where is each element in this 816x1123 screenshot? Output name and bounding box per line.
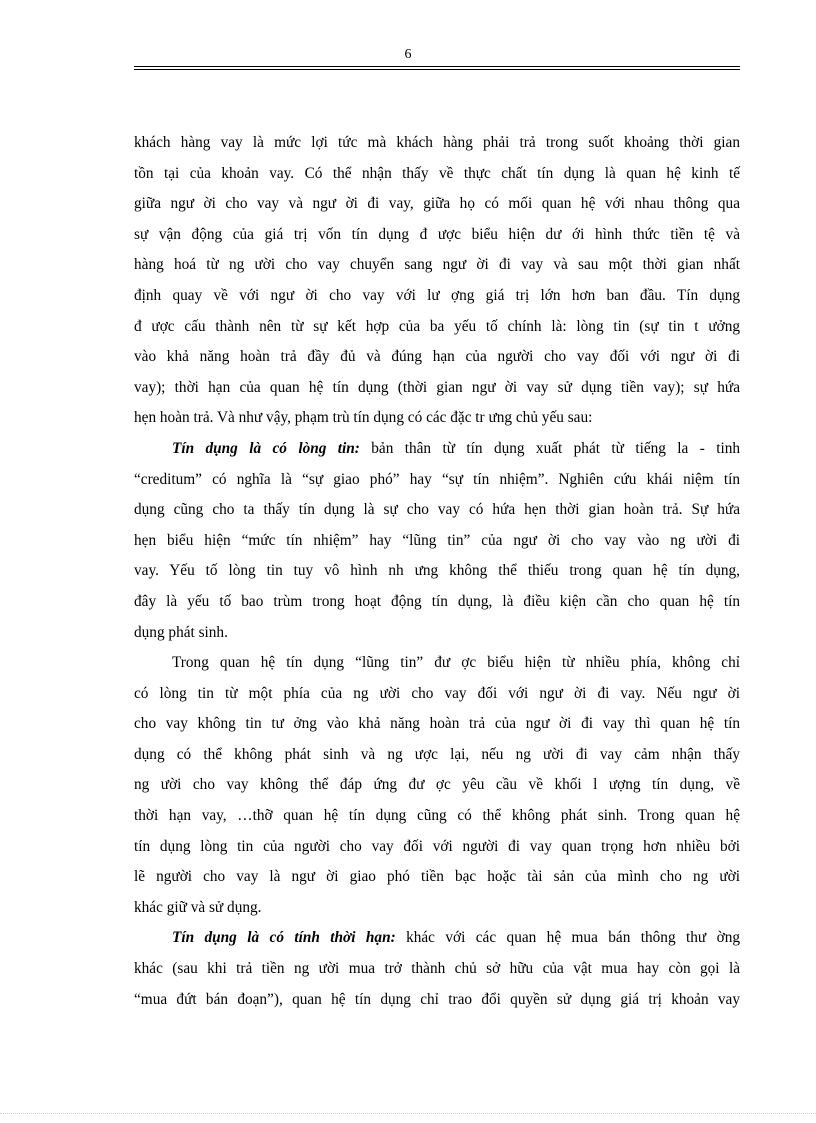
page-bottom-dotted-rule (0, 1113, 816, 1114)
paragraph-lead-text: bản thân từ tín dụng xuất phát từ tiếng la - tinh (359, 439, 741, 457)
text-line: định quay về với ngư ời cho vay với lư ợng giá trị lớn hơn ban đầu. Tín dụng (134, 286, 740, 304)
text-line: cho vay không tin tư ởng vào khả năng hoàn trả của ngư ời đi vay thì quan hệ tín (134, 715, 740, 733)
paragraph-lead-heading: Tín dụng là có lòng tin: (172, 439, 360, 457)
text-line: đây là yếu tố bao trùm trong hoạt động tín dụng, là điều kiện cần cho quan hệ tín (134, 592, 740, 610)
paragraph-lead-line (134, 928, 740, 959)
text-line: giữa ngư ời cho vay và ngư ời đi vay, giữa họ có mối quan hệ với nhau thông qua (134, 195, 740, 213)
text-line: “mua đứt bán đoạn”), quan hệ tín dụng chỉ trao đổi quyền sử dụng giá trị khoản vay (134, 990, 740, 1008)
paragraph-lead-line (134, 439, 740, 470)
text-line: khác giữ và sử dụng. (134, 898, 262, 916)
paragraph-lead-heading: Tín dụng là có tính thời hạn: (172, 929, 396, 947)
text-line: vay); thời hạn của quan hệ tín dụng (thời gian ngư ời vay sử dụng tiền vay); sự hứa (134, 378, 740, 396)
text-line: dụng cũng cho ta thấy tín dụng là sự cho vay có hứa hẹn thời gian hoàn trả. Sự hứa (134, 501, 740, 519)
text-line: vay. Yếu tố lòng tin tuy vô hình nh ưng không thể thiếu trong quan hệ tín dụng, (134, 562, 740, 580)
text-line: hẹn hoàn trả. Và như vậy, phạm trù tín dụng có các đặc tr ưng chủ yếu sau: (134, 409, 593, 427)
header-double-rule (134, 66, 740, 70)
text-line: “creditum” có nghĩa là “sự giao phó” hay “sự tín nhiệm”. Nghiên cứu khái niệm tín (134, 470, 740, 488)
text-line: hàng hoá từ ng ười cho vay chuyển sang ngư ời đi vay và sau một thời gian nhất (134, 256, 740, 274)
text-line: dụng phát sinh. (134, 623, 228, 641)
body-text (134, 133, 740, 1020)
text-line: khác (sau khi trả tiền ng ười mua trở thành chủ sở hữu của vật mua hay còn gọi là (134, 960, 740, 978)
text-line: sự vận động của giá trị vốn tín dụng đ ược biểu hiện dư ới hình thức tiền tệ và (134, 225, 740, 243)
text-line: dụng có thể không phát sinh và ng ược lại, nếu ng ười đi vay cảm nhận thấy (134, 745, 740, 763)
page-number: 6 (404, 47, 412, 62)
paragraph-lead-text: khác với các quan hệ mua bán thông thư ờng (395, 929, 740, 947)
text-line: có lòng tin từ một phía của ng ười cho vay đối với ngư ời đi vay. Nếu ngư ời (134, 684, 740, 702)
text-line: hẹn biểu hiện “mức tín nhiệm” hay “lũng tin” của ngư ời cho vay vào ng ười đi (134, 531, 740, 549)
text-line: khách hàng vay là mức lợi tức mà khách hàng phải trả trong suốt khoảng thời gian (134, 134, 740, 151)
text-line: Trong quan hệ tín dụng “lũng tin” đư ợc biểu hiện từ nhiều phía, không chỉ (172, 654, 740, 672)
text-line: vào khả năng hoàn trả đầy đủ và đúng hạn của người cho vay đối với ngư ời đi (134, 348, 740, 366)
text-line: tồn tại của khoản vay. Có thể nhận thấy về thực chất tín dụng là quan hệ kinh tế (134, 164, 740, 182)
text-line: đ ược cấu thành nên từ sự kết hợp của ba yếu tố chính là: lòng tin (sự tin t ưởng (134, 317, 740, 335)
text-line: thời hạn vay, …thỡ quan hệ tín dụng cũng có thể không phát sinh. Trong quan hệ (134, 807, 740, 825)
text-line: tín dụng lòng tin của người cho vay đối với người đi vay quan trọng hơn nhiều bởi (134, 837, 740, 855)
text-line: ng ười cho vay không thể đáp ứng đư ợc yêu cầu về khối l ượng tín dụng, về (134, 776, 740, 794)
text-line: lẽ người cho vay là ngư ời giao phó tiền bạc hoặc tài sản của mình cho ng ười (134, 868, 740, 886)
